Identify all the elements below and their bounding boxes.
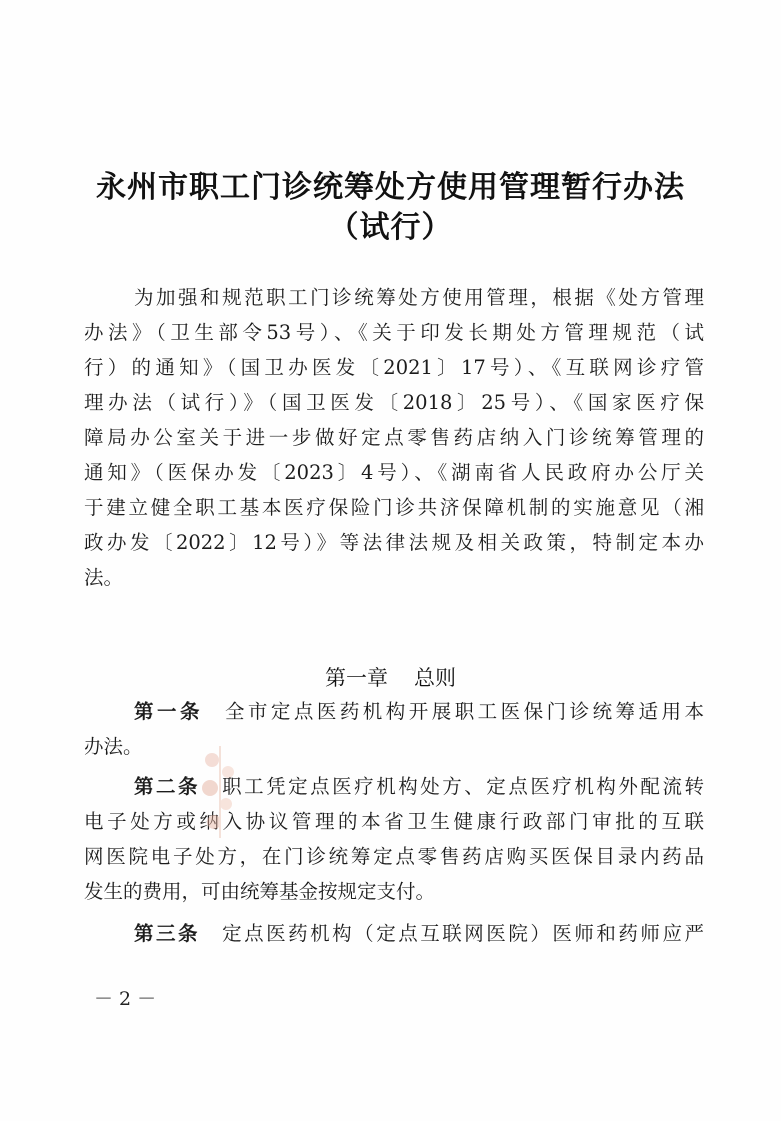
article-line: 网医院电子处方，在门诊统筹定点零售药店购买医保目录内药品: [84, 845, 704, 868]
chapter-heading: [0, 662, 781, 692]
preamble-line: 行）的通知》（国卫办医发〔2021〕17号）、《互联网诊疗管: [84, 356, 704, 379]
article-label: 第三条: [134, 922, 201, 945]
watermark-seal-icon: [192, 742, 252, 842]
article-text: 全市定点医药机构开展职工医保门诊统筹适用本: [224, 700, 704, 723]
preamble-line: 办法》（卫生部令53号）、《关于印发长期处方管理规范（试: [84, 321, 704, 344]
preamble-line: 为加强和规范职工门诊统筹处方使用管理，根据《处方管理: [134, 286, 704, 309]
article-first-line: [134, 922, 704, 946]
preamble-line: 障局办公室关于进一步做好定点零售药店纳入门诊统筹管理的: [84, 426, 704, 449]
article-text: 职工凭定点医疗机构处方、定点医疗机构外配流转: [222, 775, 704, 798]
document-title: 永州市职工门诊统筹处方使用管理暂行办法: [96, 170, 685, 205]
article-line: 发生的费用，可由统筹基金按规定支付。: [84, 880, 436, 903]
preamble-line: 理办法（试行）》（国卫医发〔2018〕25号）、《国家医疗保: [84, 391, 704, 414]
preamble-line: 政办发〔2022〕12号）》等法律法规及相关政策，特制定本办: [84, 531, 704, 554]
article-label: 第二条: [134, 775, 201, 798]
article-first-line: [134, 700, 704, 724]
article-label: 第一条: [134, 700, 203, 723]
article-line: 电子处方或纳入协议管理的本省卫生健康行政部门审批的互联: [84, 810, 704, 833]
preamble-line: 法。: [84, 566, 124, 589]
article-line: 办法。: [84, 735, 143, 758]
preamble-line: 于建立健全职工基本医疗保险门诊共济保障机制的实施意见（湘: [84, 496, 704, 519]
page-number: －2－: [94, 988, 163, 1010]
article-text: 定点医药机构（定点互联网医院）医师和药师应严: [222, 922, 704, 945]
chapter-title: 总则: [414, 666, 456, 690]
chapter-number: 第一章: [325, 666, 388, 690]
preamble-line: 通知》（医保办发〔2023〕4号）、《湖南省人民政府办公厅关: [84, 461, 704, 484]
document-subtitle: （试行）: [328, 210, 453, 245]
